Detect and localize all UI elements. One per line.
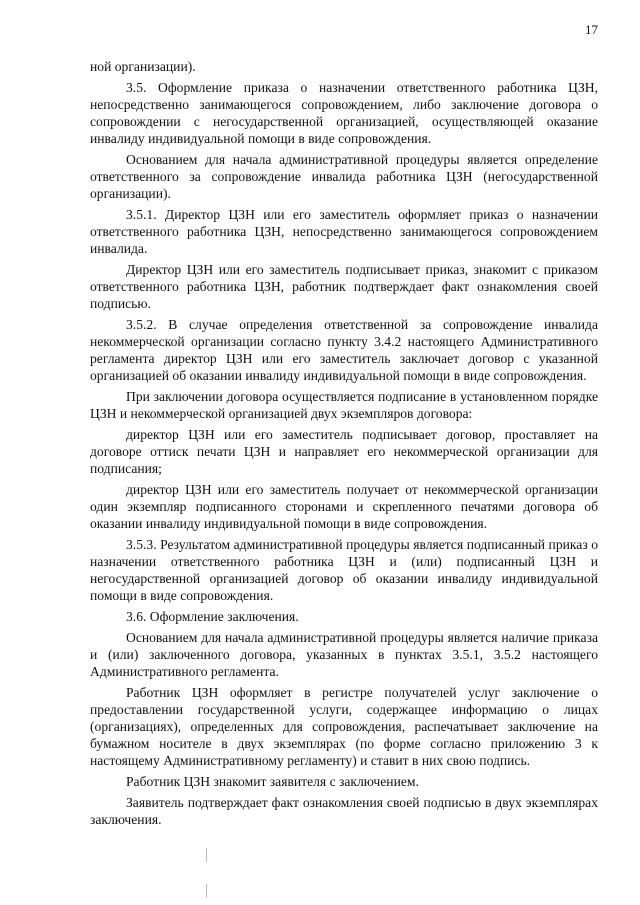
paragraph: Директор ЦЗН или его заместитель подписывает приказ, знакомит с приказом ответственного работника ЦЗН, работник подтверждает факт ознакомления своей подписью. — [90, 262, 598, 311]
paragraph: Основанием для начала административной процедуры является наличие приказа и (или) заключенного договора, указанных в пунктах 3.5.1, 3.5.2 настоящего Административного регламента. — [90, 630, 598, 679]
paragraph: ной организации). — [90, 59, 196, 74]
paragraph: 3.5.2. В случае определения ответственной за сопровождение инвалида некоммерческой организации согласно пункту 3.4.2 настоящего Административного регламента директор ЦЗН или его заместитель заключает договор с указанной организацией об оказании инвалиду индивидуальной помощи в виде сопровождения. — [90, 317, 598, 383]
paragraph: Основанием для начала административной процедуры является определение ответственного за сопровождение инвалида работника ЦЗН (негосударственной организации). — [90, 152, 598, 201]
paragraph: При заключении договора осуществляется подписание в установленном порядке ЦЗН и некоммерческой организацией двух экземпляров договора: — [90, 389, 598, 421]
paragraph: 3.5. Оформление приказа о назначении ответственного работника ЦЗН, непосредственно занимающегося сопровождением, либо заключение договора о сопровождении с негосударственной организацией, осуществляющей оказание инвалиду индивидуальной помощи в виде сопровождения. — [90, 80, 598, 146]
paragraph: Заявитель подтверждает факт ознакомления своей подписью в двух экземплярах заключения. — [90, 795, 598, 827]
paragraph: Работник ЦЗН знакомит заявителя с заключением. — [126, 774, 419, 789]
paragraph: директор ЦЗН или его заместитель получает от некоммерческой организации один экземпляр подписанного сторонами и скрепленного печатями договора об оказании инвалиду индивидуальной помощи в виде сопровождения. — [90, 482, 598, 531]
scan-artifact — [206, 884, 207, 898]
paragraph: 3.5.3. Результатом административной процедуры является подписанный приказ о назначении ответственного работника ЦЗН и (или) подписанный ЦЗН и негосударственной организацией договор об оказании инвалиду индивидуальной помощи в виде сопровождения. — [90, 537, 598, 603]
document-body — [90, 58, 598, 832]
paragraph: 3.6. Оформление заключения. — [126, 609, 299, 624]
paragraph: директор ЦЗН или его заместитель подписывает договор, проставляет на договоре оттиск печати ЦЗН и направляет его некоммерческой организации для подписания; — [90, 427, 598, 476]
paragraph: Работник ЦЗН оформляет в регистре получателей услуг заключение о предоставлении государственной услуги, содержащее информацию о лицах (организациях), определенных для сопровождения, распечатывает заключение на бумажном носителе в двух экземплярах (по форме согласно приложению 3 к настоящему Административному регламенту) и ставит в них свою подпись. — [90, 685, 598, 768]
paragraph: 3.5.1. Директор ЦЗН или его заместитель оформляет приказ о назначении ответственного работника ЦЗН, непосредственно занимающегося сопровождением инвалида. — [90, 207, 598, 256]
page-number: 17 — [585, 22, 598, 37]
scan-artifact — [206, 848, 207, 862]
